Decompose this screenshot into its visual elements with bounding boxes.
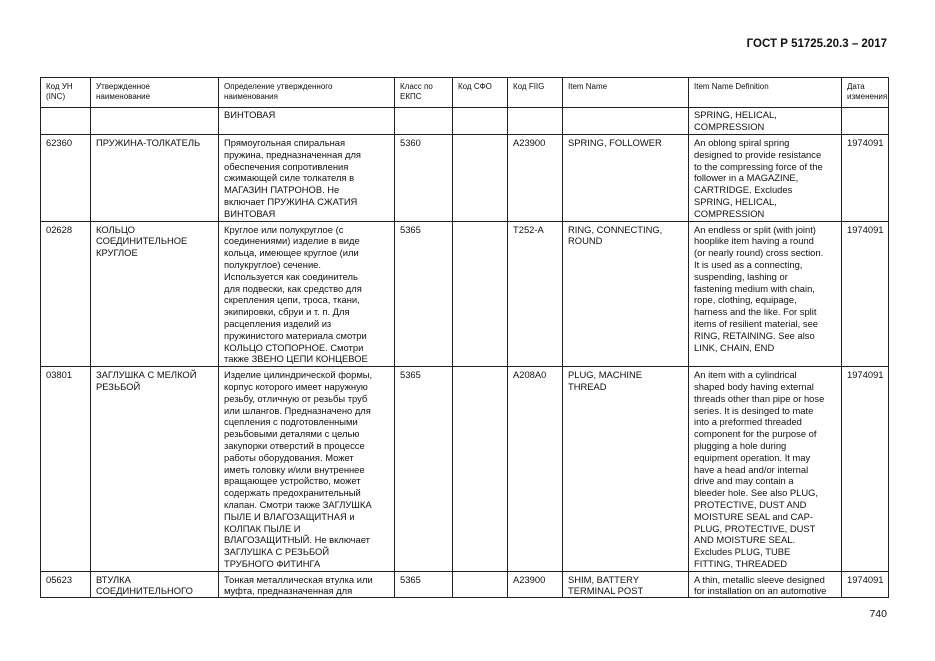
cell-item-name: RING, CONNECTING, ROUND bbox=[563, 221, 689, 367]
cell-class: 5365 bbox=[395, 367, 453, 572]
cell-sfo bbox=[453, 571, 508, 598]
column-header-sfo: Код СФО bbox=[453, 78, 508, 108]
cell-item-name: SHIM, BATTERY TERMINAL POST bbox=[563, 571, 689, 598]
cell-item-name bbox=[563, 108, 689, 135]
nomenclature-table bbox=[40, 77, 889, 598]
cell-sfo bbox=[453, 221, 508, 367]
cell-fiig: A23900 bbox=[508, 571, 563, 598]
table-row bbox=[41, 571, 889, 598]
cell-date: 1974091 bbox=[842, 135, 889, 222]
column-header-item-name: Item Name bbox=[563, 78, 689, 108]
table-row bbox=[41, 135, 889, 222]
cell-inc: 62360 bbox=[41, 135, 91, 222]
cell-fiig: T252-A bbox=[508, 221, 563, 367]
column-header-definition: Определение утвержденного наименования bbox=[219, 78, 395, 108]
cell-sfo bbox=[453, 135, 508, 222]
column-header-inc: Код УН (INC) bbox=[41, 78, 91, 108]
table-row bbox=[41, 367, 889, 572]
column-header-date: Дата изменения bbox=[842, 78, 889, 108]
cell-name: ПРУЖИНА-ТОЛКАТЕЛЬ bbox=[91, 135, 219, 222]
cell-item-definition: An endless or split (with joint) hooplike item having a round (or nearly round) cross section. It is used as a connecting, suspending, lashing or fastening medium with chain, rope, clothing, equipage, harness and the like. For split items of resilient material, see RING, RETAINING. See also LINK, CHAIN, END bbox=[689, 221, 842, 367]
cell-definition: Изделие цилиндрической формы, корпус которого имеет наружную резьбу, отличную от резьбы труб или шлангов. Предназначено для сцепления с подготовленными резьбовыми деталями с целью закупорки отверстий в процессе работы оборудования. Может иметь головку и/или внутреннее вращающее устройство, может содержать предохранительный клапан. Смотри также ЗАГЛУШКА ПЫЛЕ И ВЛАГОЗАЩИТНАЯ и КОЛПАК ПЫЛЕ И ВЛАГОЗАЩИТНЫЙ. Не включает ЗАГЛУШКА С РЕЗЬБОЙ ТРУБНОГО ФИТИНГА bbox=[219, 367, 395, 572]
cell-class: 5360 bbox=[395, 135, 453, 222]
cell-class: 5365 bbox=[395, 221, 453, 367]
cell-definition: ВИНТОВАЯ bbox=[219, 108, 395, 135]
cell-date: 1974091 bbox=[842, 221, 889, 367]
table-header-row bbox=[41, 78, 889, 108]
table-row-continuation bbox=[41, 108, 889, 135]
cell-item-definition: An item with a cylindrical shaped body having external threads other than pipe or hose series. It is desinged to mate into a preformed threaded component for the purpose of plugging a hole during equipment operation. It may have a head and/or internal drive and may contain a bleeder hole. See also PLUG, PROTECTIVE, DUST AND MOISTURE SEAL and CAP- PLUG, PROTECTIVE, DUST AND MOISTURE SEAL. Excludes PLUG, TUBE FITTING, THREADED bbox=[689, 367, 842, 572]
page-number: 740 bbox=[869, 608, 887, 620]
cell-name: КОЛЬЦО СОЕДИНИТЕЛЬНОЕ КРУГЛОЕ bbox=[91, 221, 219, 367]
cell-fiig: A23900 bbox=[508, 135, 563, 222]
cell-inc: 05623 bbox=[41, 571, 91, 598]
cell-inc: 03801 bbox=[41, 367, 91, 572]
cell-inc bbox=[41, 108, 91, 135]
cell-fiig: A208A0 bbox=[508, 367, 563, 572]
cell-item-definition: A thin, metallic sleeve designed for installation on an automotive bbox=[689, 571, 842, 598]
table-row bbox=[41, 221, 889, 367]
column-header-fiig: Код FIIG bbox=[508, 78, 563, 108]
cell-name bbox=[91, 108, 219, 135]
cell-definition: Круглое или полукруглое (с соединениями) изделие в виде кольца, имеющее круглое (или полукруглое) сечение. Используется как соединитель для подвески, как средство для скрепления цепи, троса, ткани, экипировки, сбруи и т. п. Для расцепления изделий из пружинистого материала смотри КОЛЬЦО СТОПОРНОЕ. Смотри также ЗВЕНО ЦЕПИ КОНЦЕВОЕ bbox=[219, 221, 395, 367]
cell-date: 1974091 bbox=[842, 571, 889, 598]
column-header-item-definition: Item Name Definition bbox=[689, 78, 842, 108]
column-header-class: Класс по ЕКПС bbox=[395, 78, 453, 108]
cell-definition: Прямоугольная спиральная пружина, предназначенная для обеспечения сопротивления сжимающей силе толкателя в МАГАЗИН ПАТРОНОВ. Не включает ПРУЖИНА СЖАТИЯ ВИНТОВАЯ bbox=[219, 135, 395, 222]
cell-item-definition: SPRING, HELICAL, COMPRESSION bbox=[689, 108, 842, 135]
cell-sfo bbox=[453, 367, 508, 572]
cell-name: ВТУЛКА СОЕДИНИТЕЛЬНОГО bbox=[91, 571, 219, 598]
cell-name: ЗАГЛУШКА С МЕЛКОЙ РЕЗЬБОЙ bbox=[91, 367, 219, 572]
document-title: ГОСТ Р 51725.20.3 – 2017 bbox=[746, 38, 887, 50]
cell-definition: Тонкая металлическая втулка или муфта, предназначенная для bbox=[219, 571, 395, 598]
cell-inc: 02628 bbox=[41, 221, 91, 367]
cell-fiig bbox=[508, 108, 563, 135]
cell-item-name: SPRING, FOLLOWER bbox=[563, 135, 689, 222]
column-header-approved-name: Утвержденное наименование bbox=[91, 78, 219, 108]
cell-date bbox=[842, 108, 889, 135]
cell-item-name: PLUG, MACHINE THREAD bbox=[563, 367, 689, 572]
cell-class: 5365 bbox=[395, 571, 453, 598]
cell-sfo bbox=[453, 108, 508, 135]
cell-item-definition: An oblong spiral spring designed to provide resistance to the compressing force of the follower in a MAGAZINE, CARTRIDGE. Excludes SPRING, HELICAL, COMPRESSION bbox=[689, 135, 842, 222]
cell-class bbox=[395, 108, 453, 135]
cell-date: 1974091 bbox=[842, 367, 889, 572]
